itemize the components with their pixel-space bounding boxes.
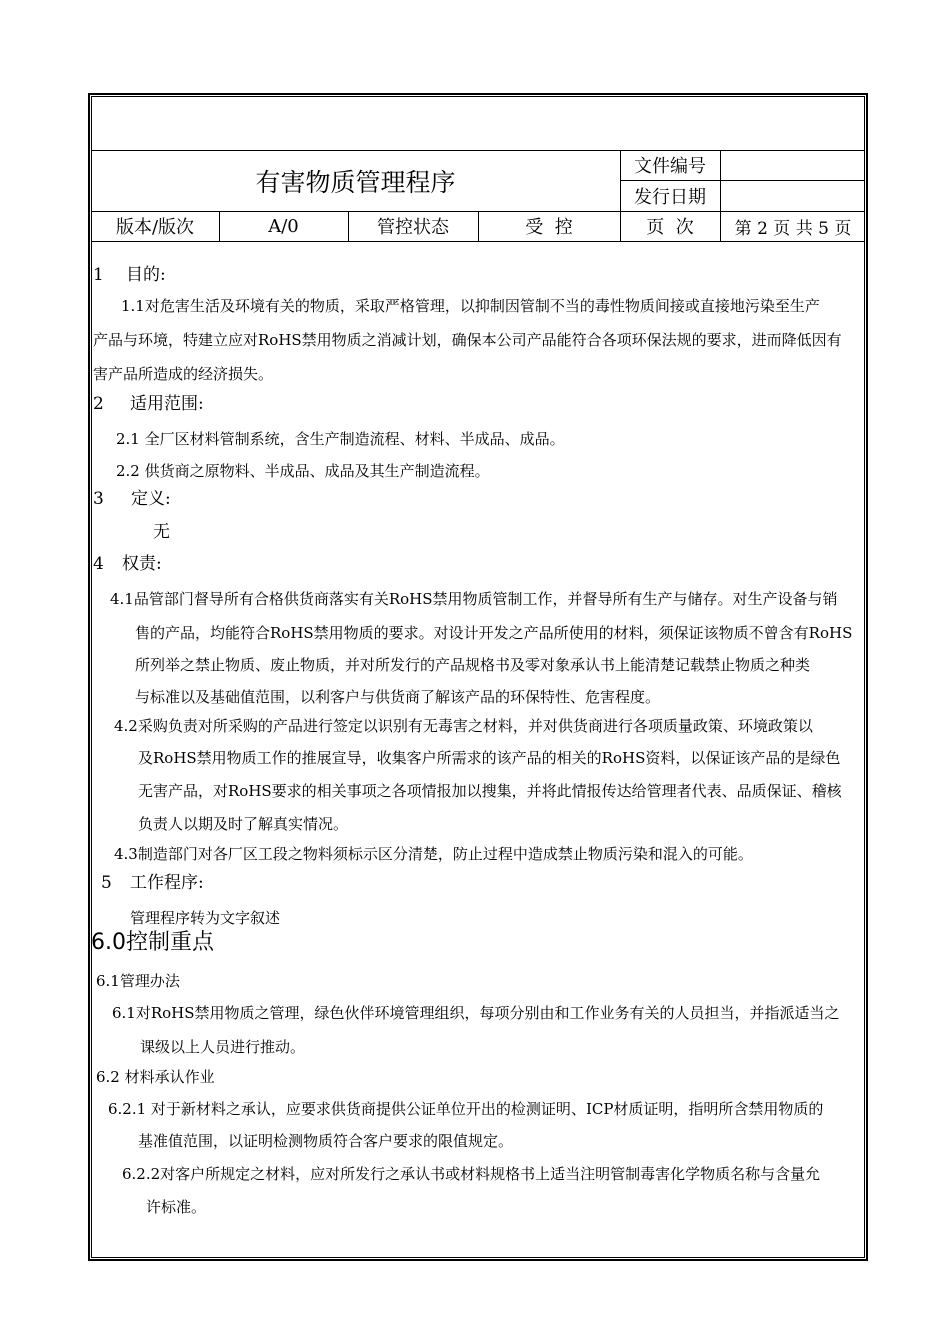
doc-no-label: 文件编号 xyxy=(634,156,706,177)
section-4-2-line: 及RoHS禁用物质工作的推展宣导，收集客户所需求的该产品的相关的RoHS资料，以保证该产品的是绿色 xyxy=(138,749,841,767)
version-label: 版本/版次 xyxy=(115,217,195,238)
section-2-2: 2.2 供货商之原物料、半成品、成品及其生产制造流程。 xyxy=(116,462,490,480)
section-6-2-2-line: 6.2.2对客户所规定之材料，应对所发行之承认书或材料规格书上适当注明管制毒害化学物质名称与含量允 xyxy=(122,1165,821,1183)
section-6-2-1-line: 基准值范围，以证明检测物质符合客户要求的限值规定。 xyxy=(138,1132,514,1150)
section-1-1-line: 1.1对危害生活及环境有关的物质，采取严格管理，以抑制因管制不当的毒性物质间接或直接地污染至生产 xyxy=(121,297,820,315)
page-value: 第 2 页 共 5 页 xyxy=(734,219,852,239)
section-2-1: 2.1 全厂区材料管制系统，含生产制造流程、材料、半成品、成品。 xyxy=(116,430,565,448)
section-4-number: 4 xyxy=(93,554,104,574)
control-label: 管控状态 xyxy=(377,217,449,238)
section-4-1-line: 4.1品管部门督导所有合格供货商落实有关RoHS禁用物质管制工作，并督导所有生产与储存。对生产设备与销 xyxy=(110,590,838,608)
section-6-2-1-line: 6.2.1 对于新材料之承认，应要求供货商提供公证单位开出的检测证明、ICP材质证明，指明所含禁用物质的 xyxy=(108,1100,824,1118)
section-1-number: 1 xyxy=(93,265,104,285)
section-3-number: 3 xyxy=(93,489,104,509)
section-5-body: 管理程序转为文字叙述 xyxy=(130,909,281,927)
section-1-title: 目的: xyxy=(126,265,166,285)
issue-date-label: 发行日期 xyxy=(634,186,706,208)
section-1-1-line: 产品与环境，特建立应对RoHS禁用物质之消减计划，确保本公司产品能符合各项环保法规的要求，进而降低因有 xyxy=(93,331,842,349)
section-4-2-line: 无害产品，对RoHS要求的相关事项之各项情报加以搜集，并将此情报传达给管理者代表、品质保证、稽核 xyxy=(138,782,842,800)
section-3-body: 无 xyxy=(153,522,170,542)
section-4-2-line: 4.2采购负责对所采购的产品进行签定以识别有无毒害之材料，并对供货商进行各项质量政策、环境政策以 xyxy=(114,717,813,735)
control-value: 受 控 xyxy=(525,217,573,238)
section-4-2-line: 负责人以期及时了解真实情况。 xyxy=(138,815,349,833)
section-4-1-line: 售的产品，均能符合RoHS禁用物质的要求。对设计开发之产品所使用的材料，须保证该物质不曾含有RoHS xyxy=(135,624,853,642)
section-4-title: 权责: xyxy=(122,554,162,574)
section-5-title: 工作程序: xyxy=(130,873,204,893)
issue-date-value xyxy=(720,180,865,211)
section-4-1-line: 所列举之禁止物质、废止物质，并对所发行的产品规格书及零对象承认书上能清楚记载禁止物质之种类 xyxy=(135,656,811,674)
section-5-number: 5 xyxy=(101,873,112,893)
section-2-number: 2 xyxy=(93,394,104,414)
doc-title: 有害物质管理程序 xyxy=(255,167,456,197)
section-6-title: 6.0控制重点 xyxy=(91,930,214,955)
section-6-1-title: 6.1管理办法 xyxy=(96,972,180,990)
section-6-2-title: 6.2 材料承认作业 xyxy=(96,1068,215,1086)
header-bottom-line xyxy=(91,241,865,242)
section-6-1-line: 课级以上人员进行推动。 xyxy=(140,1038,306,1056)
section-4-3: 4.3制造部门对各厂区工段之物料须标示区分清楚，防止过程中造成禁止物质污染和混入的可能。 xyxy=(114,845,753,863)
section-6-1-line: 6.1对RoHS禁用物质之管理，绿色伙伴环境管理组织，每项分别由和工作业务有关的人员担当，并指派适当之 xyxy=(112,1004,840,1022)
page-label: 页 次 xyxy=(646,217,694,238)
version-value: A/0 xyxy=(268,215,299,237)
section-2-title: 适用范围: xyxy=(130,394,204,414)
section-3-title: 定义: xyxy=(131,489,171,509)
section-4-1-line: 与标准以及基础值范围，以利客户与供货商了解该产品的环保特性、危害程度。 xyxy=(135,688,661,706)
section-1-1-line: 害产品所造成的经济损失。 xyxy=(93,365,274,383)
doc-no-value xyxy=(720,150,865,180)
section-6-2-2-line: 许标准。 xyxy=(146,1198,207,1216)
